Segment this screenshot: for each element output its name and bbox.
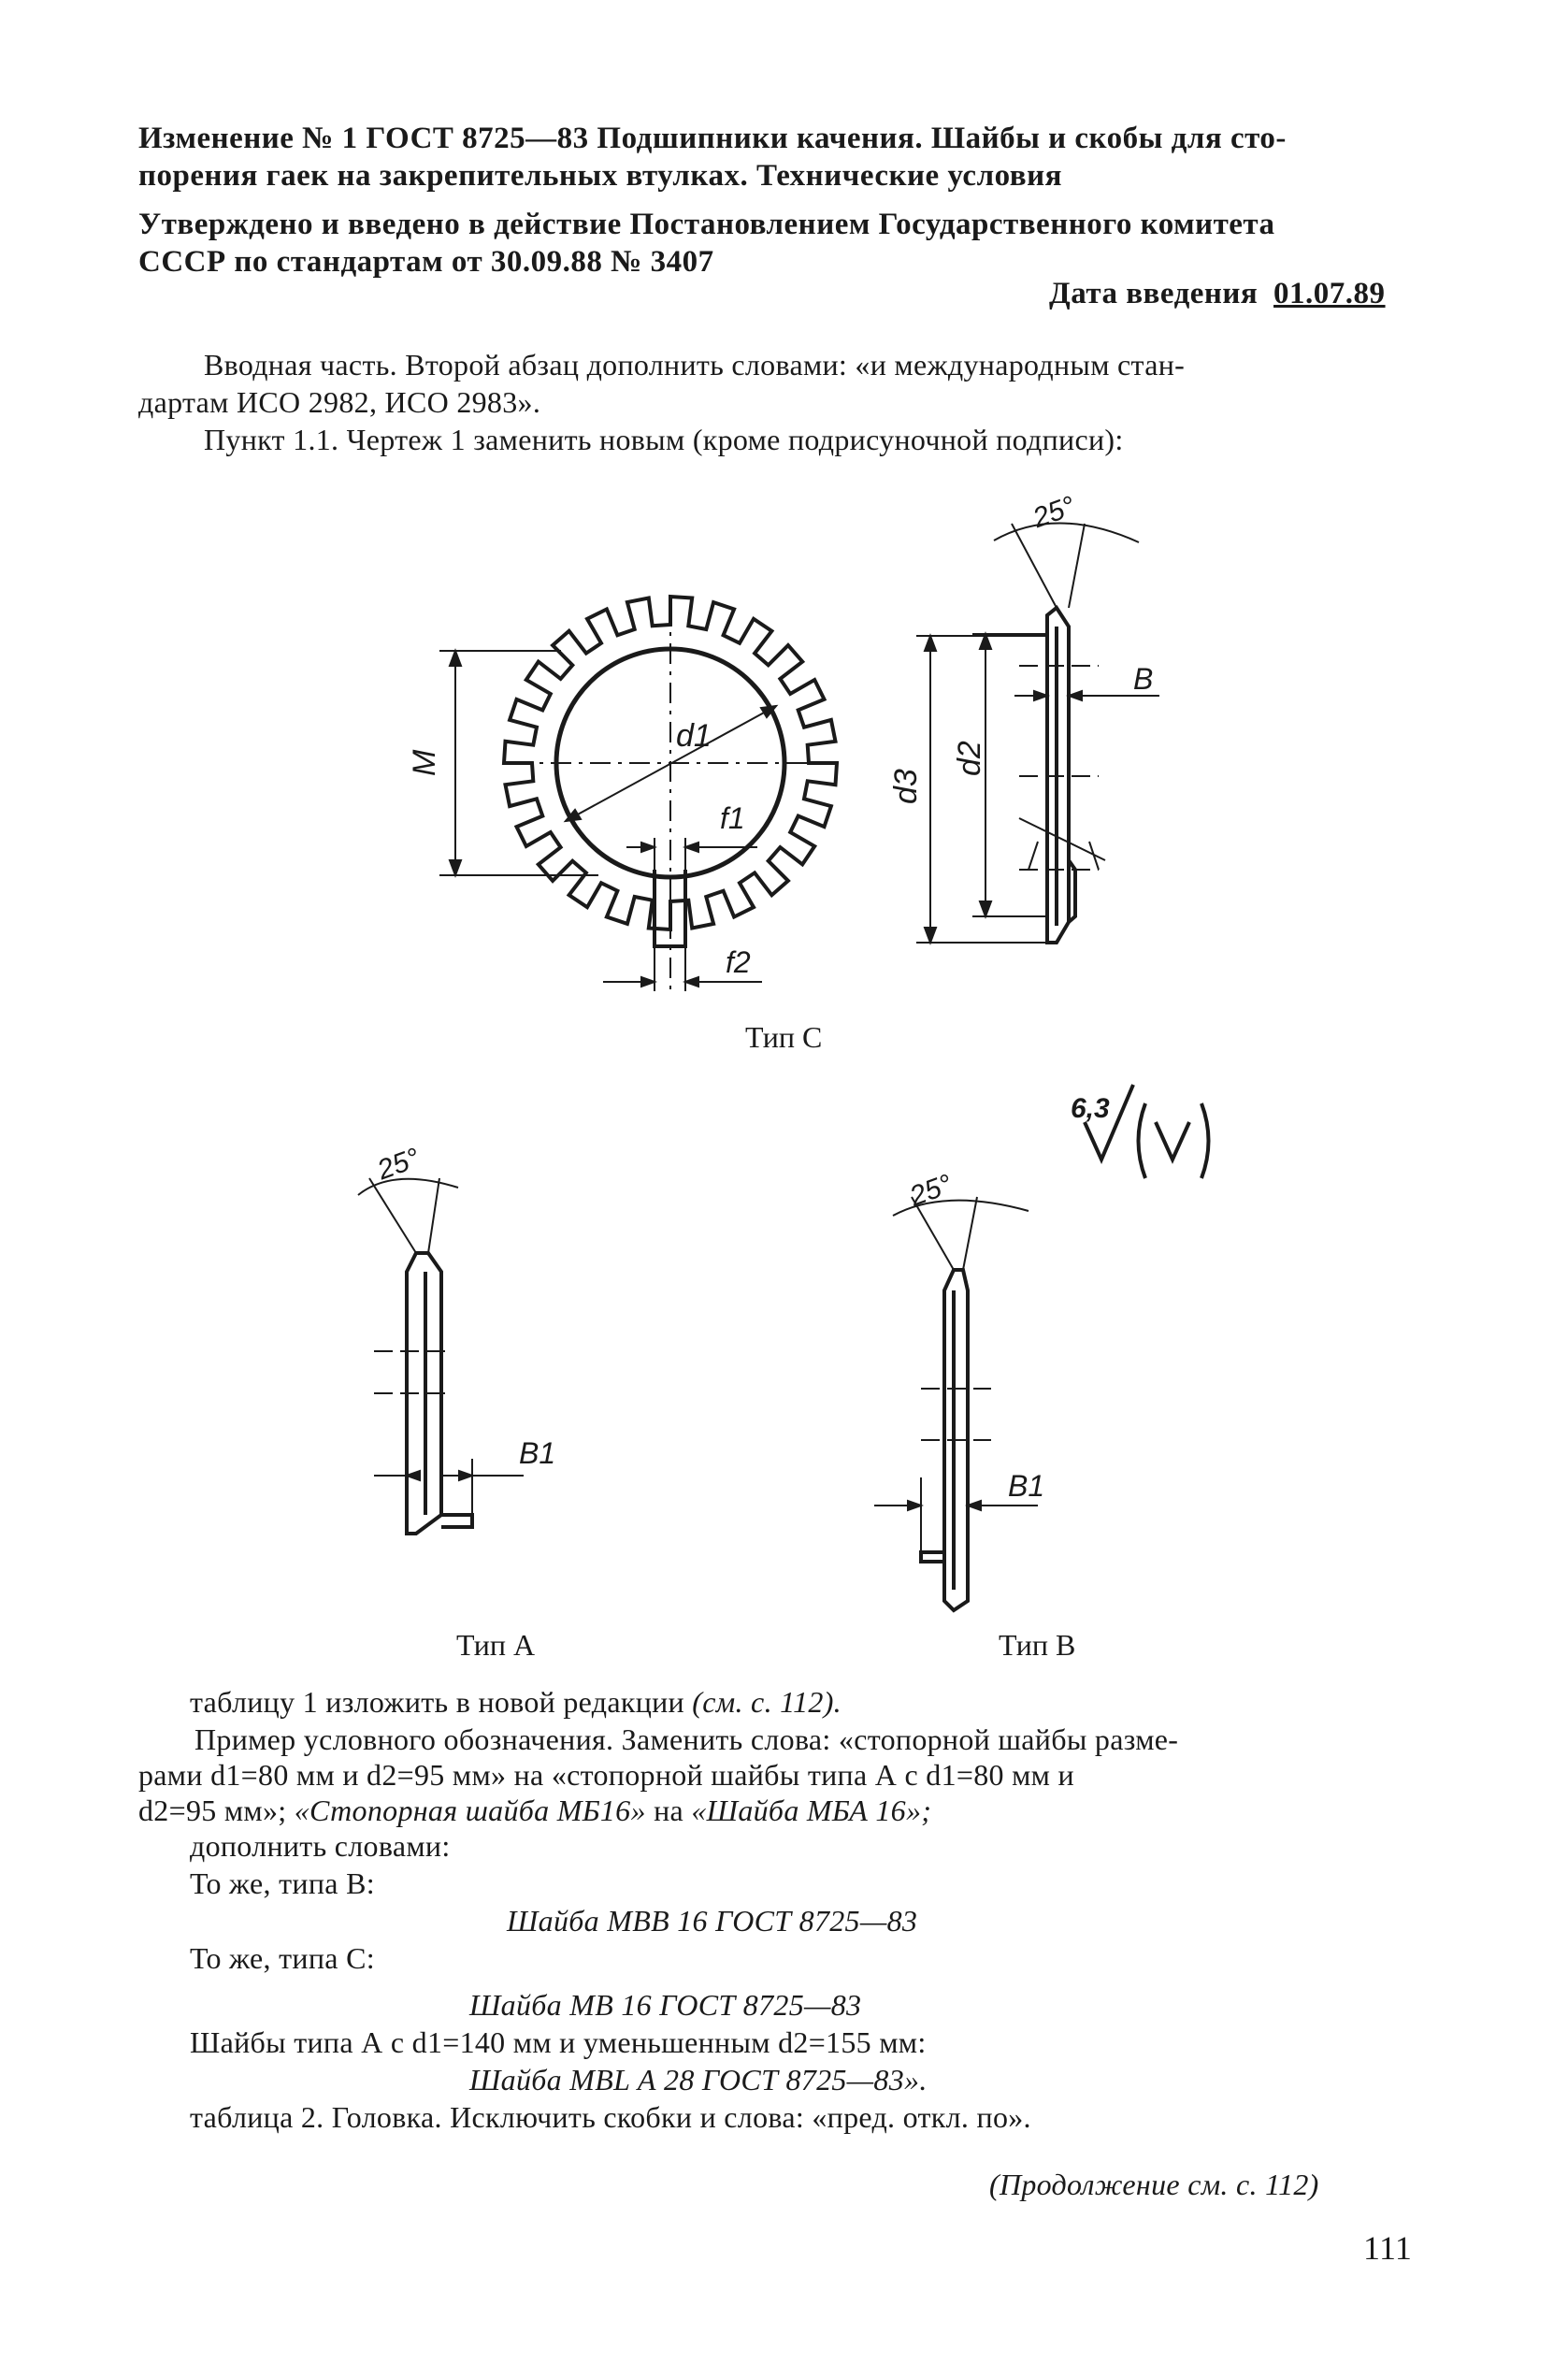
roughness-value: 6,3 (1071, 1093, 1110, 1124)
body-line4-b: «Стопорная шайба МБ16» (294, 1794, 646, 1827)
body-line4-c: на (654, 1794, 684, 1827)
continued-note: (Продолжение см. с. 112) (989, 2168, 1319, 2201)
body-line3: рами d1=80 мм и d2=95 мм» на «стопорной шайбы типа А с d1=80 мм и (138, 1758, 1074, 1792)
type-a-b1-label: B1 (519, 1436, 556, 1470)
type-b-angle-label: 25° (905, 1168, 957, 1213)
type-a-angle-label: 25° (373, 1142, 424, 1187)
body-line8: То же, типа С: (190, 1941, 375, 1975)
effective-date-value: 01.07.89 (1273, 277, 1386, 310)
body-line1-text: таблицу 1 изложить в новой редакции (190, 1685, 684, 1719)
body-line10: Шайбы типа А с d1=140 мм и уменьшенным d2=155 мм: (190, 2025, 927, 2059)
approval-line1: Утверждено и введено в действие Постановлением Государственного комитета (138, 208, 1275, 241)
f1-label: f1 (720, 801, 745, 835)
page-number: 111 (1363, 2229, 1413, 2267)
approval-line2: СССР по стандартам от 30.09.88 № 3407 (138, 245, 714, 279)
type-c-centerlines (511, 604, 829, 991)
f2-label: f2 (726, 945, 751, 979)
b-label: B (1133, 662, 1154, 696)
intro-line3: Пункт 1.1. Чертеж 1 заменить новым (кроме подрисуночной подписи): (204, 423, 1124, 456)
body-line4-a: d2=95 мм»; (138, 1794, 287, 1827)
type-b-caption: Тип В (999, 1628, 1076, 1662)
d1-label: d1 (676, 718, 712, 754)
type-c-side-dimensions (916, 634, 1159, 943)
body-line11: Шайба MBL А 28 ГОСТ 8725—83». (469, 2063, 928, 2096)
effective-date-label: Дата введения (1049, 277, 1259, 310)
effective-date (1049, 277, 1386, 311)
body-line1-ref: (см. с. 112). (692, 1685, 842, 1719)
body-line4 (138, 1794, 931, 1828)
body-line1 (190, 1685, 842, 1720)
washer-drawing (0, 468, 1568, 1758)
body-line4-d: «Шайба МБА 16»; (691, 1794, 932, 1827)
intro-line1: Вводная часть. Второй абзац дополнить словами: «и международным стан- (204, 348, 1186, 382)
body-line2: Пример условного обозначения. Заменить слова: «стопорной шайбы разме- (194, 1722, 1179, 1756)
body-line5: дополнить словами: (190, 1829, 451, 1863)
type-c-angle (994, 523, 1139, 608)
body-line12: таблица 2. Головка. Исключить скобки и слова: «пред. откл. по». (190, 2100, 1031, 2134)
type-a-caption: Тип А (456, 1628, 536, 1662)
d3-label: d3 (888, 769, 924, 804)
d2-label: d2 (952, 741, 987, 776)
document-title-line1: Изменение № 1 ГОСТ 8725—83 Подшипники качения. Шайбы и скобы для сто- (138, 122, 1287, 155)
document-title-line2: порения гаек на закрепительных втулках. Технические условия (138, 159, 1062, 193)
body-line9: Шайба МВ 16 ГОСТ 8725—83 (469, 1988, 862, 2022)
body-line6: То же, типа В: (190, 1866, 375, 1900)
m-label: M (407, 749, 442, 776)
type-c-caption: Тип С (745, 1020, 823, 1054)
type-b-b1-label: B1 (1008, 1469, 1045, 1503)
type-c-angle-label: 25° (1029, 490, 1080, 535)
intro-line2: дартам ИСО 2982, ИСО 2983». (138, 385, 541, 419)
body-line7: Шайба МВВ 16 ГОСТ 8725—83 (507, 1904, 918, 1938)
